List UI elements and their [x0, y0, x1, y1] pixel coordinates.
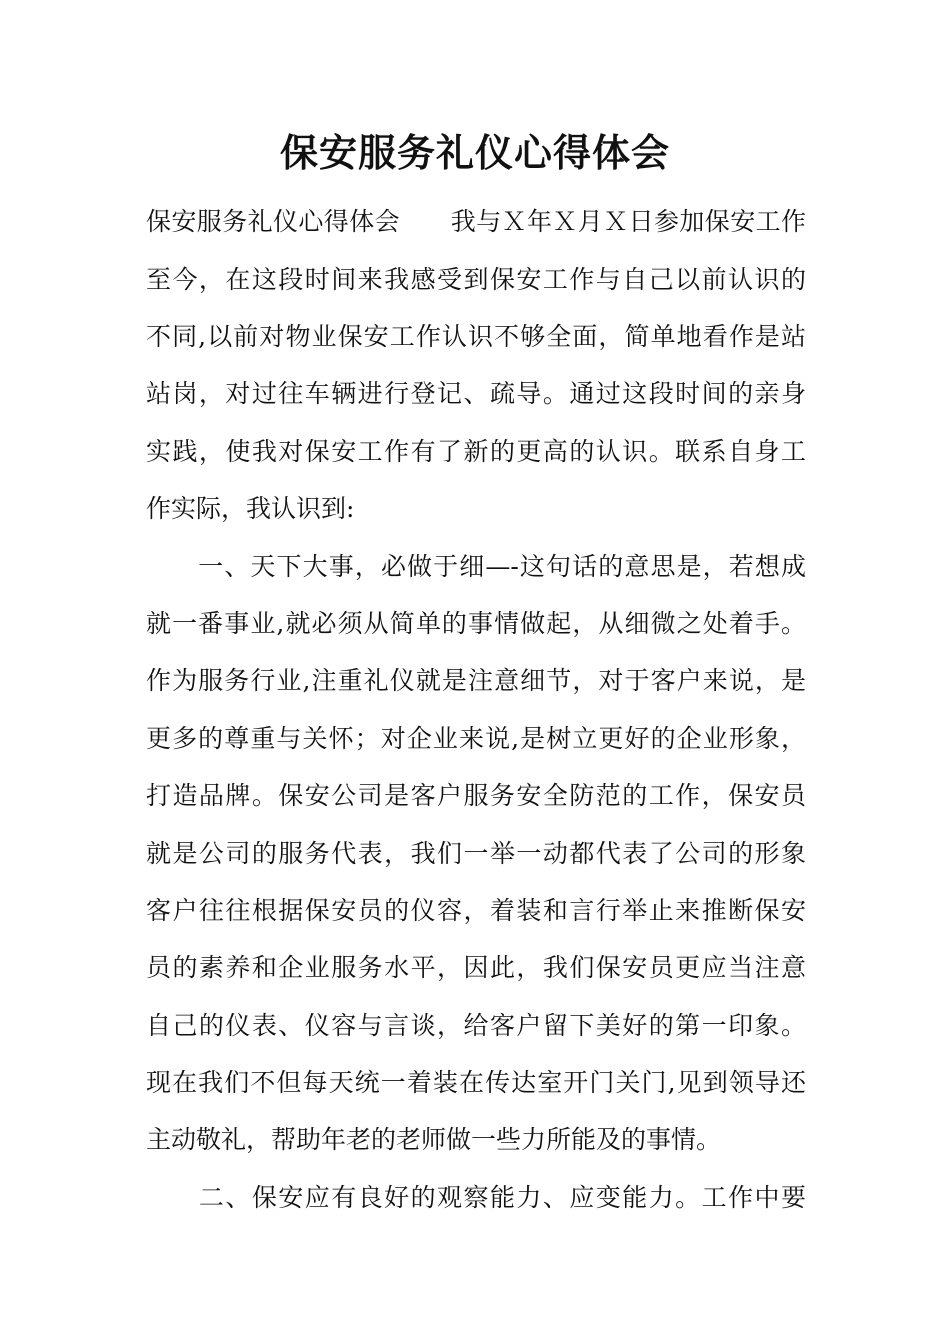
body-line: 员的素养和企业服务水平，因此，我们保安员更应当注意: [146, 953, 806, 982]
body-line: 主动敬礼，帮助年老的老师做一些力所能及的事情。: [146, 1125, 722, 1154]
body-line: 就是公司的服务代表，我们一举一动都代表了公司的形象: [146, 839, 806, 868]
body-line: 现在我们不但每天统一着装在传达室开门关门,见到领导还: [146, 1068, 806, 1097]
body-line: 更多的尊重与关怀；对企业来说,是树立更好的企业形象，: [146, 724, 806, 753]
body-line: 实践，使我对保安工作有了新的更高的认识。联系自身工: [146, 437, 806, 466]
body-line: 作实际，我认识到:: [146, 494, 355, 523]
body-line: 二、保安应有良好的观察能力、应变能力。工作中要: [146, 1183, 806, 1212]
body-line: 不同,以前对物业保安工作认识不够全面，简单地看作是站: [146, 322, 806, 351]
body-line: 保安服务礼仪心得体会 我与Ｘ年Ｘ月Ｘ日参加保安工作: [146, 207, 806, 236]
body-line: 站岗，对过往车辆进行登记、疏导。通过这段时间的亲身: [146, 379, 806, 408]
body-line: 自己的仪表、仪容与言谈，给客户留下美好的第一印象。: [146, 1011, 806, 1040]
body-line: 一、天下大事，必做于细—-这句话的意思是，若想成: [146, 552, 806, 581]
document-title: 保安服务礼仪心得体会: [279, 130, 670, 175]
body-line: 就一番事业,就必须从简单的事情做起，从细微之处着手。: [146, 609, 806, 638]
body-line: 客户往往根据保安员的仪容，着装和言行举止来推断保安: [146, 896, 806, 925]
body-line: 打造品牌。保安公司是客户服务安全防范的工作，保安员: [146, 781, 806, 810]
body-line: 至今，在这段时间来我感受到保安工作与自己以前认识的: [146, 265, 806, 294]
body-line: 作为服务行业,注重礼仪就是注意细节，对于客户来说，是: [146, 666, 806, 695]
